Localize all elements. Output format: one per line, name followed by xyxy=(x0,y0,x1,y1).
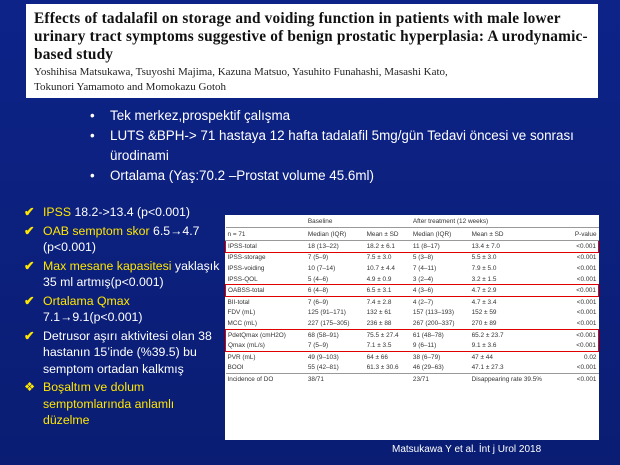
table-cell: 227 (175–305) xyxy=(307,319,350,327)
checkmark-icon: ✔ xyxy=(24,223,35,238)
table-cell: 38/71 xyxy=(306,374,365,385)
finding-text: 6.5→4.7 (p<0.001) xyxy=(43,223,200,254)
table-cell: <0.001 xyxy=(576,254,597,262)
column-header: Mean ± SD xyxy=(365,228,411,241)
n-label: n = 71 xyxy=(226,228,306,241)
checkmark-icon: ✔ xyxy=(24,328,35,343)
checkmark-icon: ✔ xyxy=(24,293,35,308)
row-label: IPSS-storage xyxy=(227,254,266,262)
table-cell: 6.5 ± 3.1 xyxy=(365,285,411,297)
table-row xyxy=(226,263,599,274)
table-cell: 152 ± 59 xyxy=(471,309,497,317)
table-cell: <0.001 xyxy=(565,241,598,253)
table-cell: 9.1 ± 3.6 xyxy=(470,340,566,351)
row-label: IPSS-voiding xyxy=(227,264,265,272)
finding-text: 18.2->13.4 (p<0.001) xyxy=(71,205,190,219)
findings-list xyxy=(24,204,224,431)
table-cell: <0.001 xyxy=(565,329,598,340)
row-label: Qmax (mL/s) xyxy=(226,340,306,351)
table-cell: 7 (4–11) xyxy=(412,264,437,272)
table-row xyxy=(226,329,599,340)
top-bullet-text: Ortalama (Yaş:70.2 –Prostat volume 45.6ml) xyxy=(110,168,374,183)
paper-authors-line2: Tokunori Yamamoto and Momokazu Gotoh xyxy=(34,81,227,93)
column-header: Median (IQR) xyxy=(411,228,470,241)
table-cell: 5 (3–8) xyxy=(412,254,434,262)
table-cell: 64 ± 66 xyxy=(366,353,388,361)
table-cell: 157 (113–193) xyxy=(412,309,454,317)
row-label: BOOI xyxy=(227,364,244,372)
table-cell: <0.001 xyxy=(565,340,598,351)
finding-item xyxy=(24,223,224,256)
table-cell: 5.5 ± 3.0 xyxy=(471,254,497,262)
table-cell: 61 (48–78) xyxy=(411,329,470,340)
table-cell: 5 (4–6) xyxy=(307,275,329,283)
table-row xyxy=(226,296,599,307)
table-cell: 7 (5–9) xyxy=(306,340,365,351)
finding-item xyxy=(24,328,224,378)
top-bullet xyxy=(88,166,608,186)
table-cell: 47 ± 44 xyxy=(471,353,493,361)
table-cell: 125 (91–171) xyxy=(307,309,346,317)
table-cell: 7.1 ± 3.5 xyxy=(365,340,411,351)
table-cell: 236 ± 88 xyxy=(366,319,392,327)
table-cell: 11 (8–17) xyxy=(411,241,470,253)
table-row xyxy=(226,252,599,263)
table-cell: <0.001 xyxy=(576,275,597,283)
row-label: PVR (mL) xyxy=(227,353,256,361)
table-cell: 7 (6–9) xyxy=(307,298,329,306)
row-label: Incidence of DO xyxy=(226,374,306,385)
table-cell: <0.001 xyxy=(576,364,597,372)
table-cell: 267 (200–337) xyxy=(412,319,455,327)
row-label: FDV (mL) xyxy=(227,309,256,317)
table-cell: 0.02 xyxy=(584,353,597,361)
table-body xyxy=(226,241,599,385)
table-cell: <0.001 xyxy=(565,285,598,297)
row-label: OABSS-total xyxy=(226,285,306,297)
finding-highlight: Ortalama Qmax xyxy=(43,293,130,308)
table-cell: 3 (2–4) xyxy=(412,275,434,283)
checkmark-icon: ✔ xyxy=(24,258,35,273)
top-bullet xyxy=(88,126,608,166)
diamond-bullet-icon: ❖ xyxy=(24,380,36,394)
finding-highlight: OAB semptom skor xyxy=(43,223,150,238)
finding-text: yaklaşık 35 ml artmış(p<0.001) xyxy=(43,258,220,289)
table-cell: 61.3 ± 30.6 xyxy=(366,364,399,372)
table-cell: 4 (3–6) xyxy=(411,285,470,297)
top-bullet-text: Tek merkez,prospektif çalışma xyxy=(110,108,291,123)
table-cell: <0.001 xyxy=(576,298,597,306)
row-label: MCC (mL) xyxy=(227,319,257,327)
table-cell: 75.5 ± 27.4 xyxy=(365,329,411,340)
column-header: P-value xyxy=(565,228,598,241)
after-header: After treatment (12 weeks) xyxy=(411,215,566,228)
table-row xyxy=(226,340,599,351)
table-cell: 38 (6–79) xyxy=(412,353,441,361)
table-cell: 3.2 ± 1.5 xyxy=(471,275,497,283)
table-cell: 9 (6–11) xyxy=(411,340,470,351)
bullet-icon: • xyxy=(90,168,95,183)
table-cell: 7.9 ± 5.0 xyxy=(471,264,497,272)
table-cell: 65.2 ± 23.7 xyxy=(470,329,566,340)
table-header-row xyxy=(226,215,599,228)
table-row xyxy=(226,374,599,385)
table-cell: 46 (29–63) xyxy=(412,364,444,372)
table-cell: <0.001 xyxy=(576,319,597,327)
finding-item xyxy=(24,258,224,291)
table-cell xyxy=(365,374,411,385)
table-row xyxy=(226,351,599,362)
table-cell: 10.7 ± 4.4 xyxy=(366,264,395,272)
bullet-icon: • xyxy=(90,108,95,123)
table-cell: 13.4 ± 7.0 xyxy=(470,241,566,253)
table-cell: 7.4 ± 2.8 xyxy=(366,298,392,306)
table-cell: 270 ± 89 xyxy=(471,319,497,327)
paper-title: Effects of tadalafil on storage and voiding function in patients with male lower urinary tract symptoms suggestive of benign prostatic hyperplasia: A urodynamic-based study xyxy=(34,10,588,63)
table-cell: Disappearing rate 39.5% xyxy=(470,374,566,385)
top-bullet-list xyxy=(88,106,608,186)
table-row xyxy=(226,363,599,374)
table-cell: 18 (13–22) xyxy=(306,241,365,253)
table-cell: 4 (2–7) xyxy=(412,298,434,306)
bullet-icon: • xyxy=(90,128,95,143)
table-cell: 4.7 ± 3.4 xyxy=(471,298,497,306)
table-cell: 4.7 ± 2.9 xyxy=(470,285,566,297)
table-cell: 47.1 ± 27.3 xyxy=(471,364,504,372)
table-cell: 55 (42–81) xyxy=(307,364,339,372)
table-cell: 7.5 ± 3.0 xyxy=(366,254,392,262)
results-table-image xyxy=(225,215,599,440)
table-cell: 68 (58–91) xyxy=(306,329,365,340)
paper-header-image xyxy=(26,4,598,98)
baseline-header: Baseline xyxy=(306,215,411,228)
table-cell: <0.001 xyxy=(565,374,598,385)
table-cell: 18.2 ± 6.1 xyxy=(365,241,411,253)
checkmark-icon: ✔ xyxy=(24,205,35,219)
table-cell: 7 (5–9) xyxy=(307,254,329,262)
table-subheader-row xyxy=(226,228,599,241)
column-header: Mean ± SD xyxy=(470,228,566,241)
finding-highlight: IPSS xyxy=(43,205,72,219)
table-cell: 6 (4–8) xyxy=(306,285,365,297)
top-bullet-text: LUTS &BPH-> 71 hastaya 12 hafta tadalafil 5mg/gün Tedavi öncesi ve sonrası ürodinami xyxy=(110,128,574,163)
table-cell: <0.001 xyxy=(576,264,597,272)
table-row xyxy=(226,274,599,285)
table-cell: 49 (9–103) xyxy=(307,353,339,361)
finding-text: 7.1→9.1(p<0.001) xyxy=(43,310,143,324)
results-table xyxy=(225,215,599,385)
table-row xyxy=(226,308,599,319)
row-label: PdetQmax (cmH2O) xyxy=(226,329,306,340)
row-label: IPSS-total xyxy=(226,241,306,253)
table-cell: 4.9 ± 0.9 xyxy=(366,275,392,283)
table-row xyxy=(226,285,599,297)
table-cell: 132 ± 61 xyxy=(366,309,392,317)
table-cell: 23/71 xyxy=(411,374,470,385)
paper-authors-line1: Yoshihisa Matsukawa, Tsuyoshi Majima, Kazuna Matsuo, Yasuhito Funahashi, Masashi Kato, xyxy=(34,66,448,78)
table-cell: <0.001 xyxy=(576,309,597,317)
table-cell: 10 (7–14) xyxy=(307,264,336,272)
top-bullet xyxy=(88,106,608,126)
table-row xyxy=(226,318,599,329)
finding-highlight: Boşaltım ve dolum semptomlarında anlamlı düzelme xyxy=(43,380,175,427)
finding-highlight: Max mesane kapasitesi xyxy=(43,258,172,273)
citation: Matsukawa Y et al. İnt j Urol 2018 xyxy=(392,444,542,455)
row-label: IPSS-QOL xyxy=(227,275,258,283)
column-header: Median (IQR) xyxy=(306,228,365,241)
finding-text: Detrusor aşırı aktivitesi olan 38 hastanın 15’inde (%39.5) bu semptom ortadan kalkmış xyxy=(43,328,212,376)
row-label: BII-total xyxy=(227,298,250,306)
finding-item xyxy=(24,293,224,326)
finding-item xyxy=(24,379,224,429)
finding-item xyxy=(24,204,224,221)
table-row xyxy=(226,241,599,253)
